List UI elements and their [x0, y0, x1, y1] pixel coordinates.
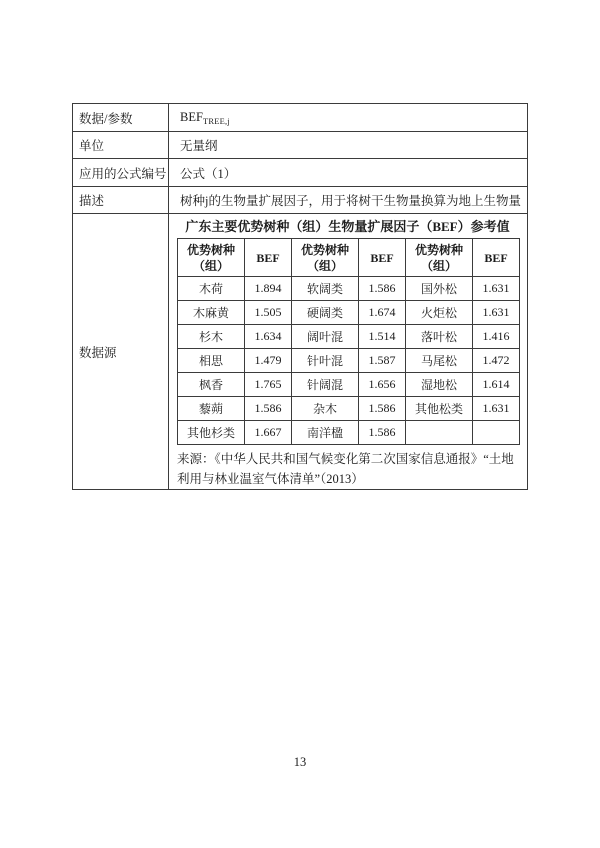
table-row: [178, 277, 520, 301]
table-row: [178, 421, 520, 445]
bef-value-cell: 1.479: [245, 349, 292, 373]
row-label-formula-number: 应用的公式编号: [73, 159, 169, 187]
species-cell: 木麻黄: [178, 301, 245, 325]
bef-value-cell: 1.514: [359, 325, 406, 349]
row-label-description: 描述: [73, 187, 169, 214]
table-row: [178, 349, 520, 373]
bef-symbol: BEF: [180, 109, 203, 124]
species-cell: 其他松类: [406, 397, 473, 421]
unit-value: 无量纲: [169, 132, 528, 159]
bef-value-cell: 1.765: [245, 373, 292, 397]
table-row: [73, 104, 528, 132]
species-cell: 杉木: [178, 325, 245, 349]
bef-value-cell: 1.631: [473, 277, 520, 301]
description-value: 树种j的生物量扩展因子，用于将树干生物量换算为地上生物量: [169, 187, 528, 214]
table-row: [178, 301, 520, 325]
species-cell: 针阔混: [292, 373, 359, 397]
column-header-bef: BEF: [245, 239, 292, 277]
bef-value-cell: 1.586: [359, 397, 406, 421]
row-label-datasource: 数据源: [73, 214, 169, 490]
bef-value-cell: 1.894: [245, 277, 292, 301]
page-number: 13: [293, 755, 307, 769]
bef-value-cell: 1.674: [359, 301, 406, 325]
bef-reference-table-title: 广东主要优势树种（组）生物量扩展因子（BEF）参考值: [185, 219, 510, 234]
column-header-species: 优势树种（组）: [178, 239, 245, 277]
species-cell: 藜蒴: [178, 397, 245, 421]
column-header-species: 优势树种（组）: [406, 239, 473, 277]
species-cell: 枫香: [178, 373, 245, 397]
header-row: [178, 239, 520, 277]
table-row: [178, 373, 520, 397]
species-cell: 木荷: [178, 277, 245, 301]
table-row: [73, 187, 528, 214]
table-row: [73, 214, 528, 490]
species-cell: 湿地松: [406, 373, 473, 397]
datasource-content: [169, 214, 528, 490]
source-citation: 来源：《中华人民共和国气候变化第二次国家信息通报》“土地利用与林业温室气体清单”（2013）: [177, 452, 514, 486]
column-header-species: 优势树种（组）: [292, 239, 359, 277]
row-label-unit: 单位: [73, 132, 169, 159]
species-cell: 国外松: [406, 277, 473, 301]
species-cell: 阔叶混: [292, 325, 359, 349]
parameter-table: [72, 103, 528, 490]
bef-value-cell: 1.634: [245, 325, 292, 349]
species-cell: 落叶松: [406, 325, 473, 349]
column-header-bef: BEF: [473, 239, 520, 277]
bef-value-cell-empty: [473, 421, 520, 445]
species-cell: 硬阔类: [292, 301, 359, 325]
species-cell: 相思: [178, 349, 245, 373]
table-row: [178, 325, 520, 349]
bef-reference-table: [177, 238, 520, 445]
bef-value-cell: 1.587: [359, 349, 406, 373]
species-cell: 南洋楹: [292, 421, 359, 445]
bef-value-cell: 1.416: [473, 325, 520, 349]
species-cell: 火炬松: [406, 301, 473, 325]
species-cell: 软阔类: [292, 277, 359, 301]
species-cell: 马尾松: [406, 349, 473, 373]
bef-value-cell: 1.586: [359, 421, 406, 445]
bef-value-cell: 1.472: [473, 349, 520, 373]
species-cell: 针叶混: [292, 349, 359, 373]
table-row: [73, 132, 528, 159]
row-label-parameter: 数据/参数: [73, 104, 169, 132]
species-cell-empty: [406, 421, 473, 445]
table-row: [73, 159, 528, 187]
bef-subscript: TREE,j: [202, 115, 230, 126]
parameter-value: [169, 104, 528, 132]
bef-value-cell: 1.586: [245, 397, 292, 421]
table-row: [178, 397, 520, 421]
bef-value-cell: 1.656: [359, 373, 406, 397]
formula-number-value: 公式（1）: [169, 159, 528, 187]
bef-value-cell: 1.614: [473, 373, 520, 397]
bef-value-cell: 1.631: [473, 397, 520, 421]
species-cell: 其他杉类: [178, 421, 245, 445]
bef-value-cell: 1.667: [245, 421, 292, 445]
column-header-bef: BEF: [359, 239, 406, 277]
bef-value-cell: 1.631: [473, 301, 520, 325]
species-cell: 杂木: [292, 397, 359, 421]
bef-value-cell: 1.586: [359, 277, 406, 301]
bef-value-cell: 1.505: [245, 301, 292, 325]
